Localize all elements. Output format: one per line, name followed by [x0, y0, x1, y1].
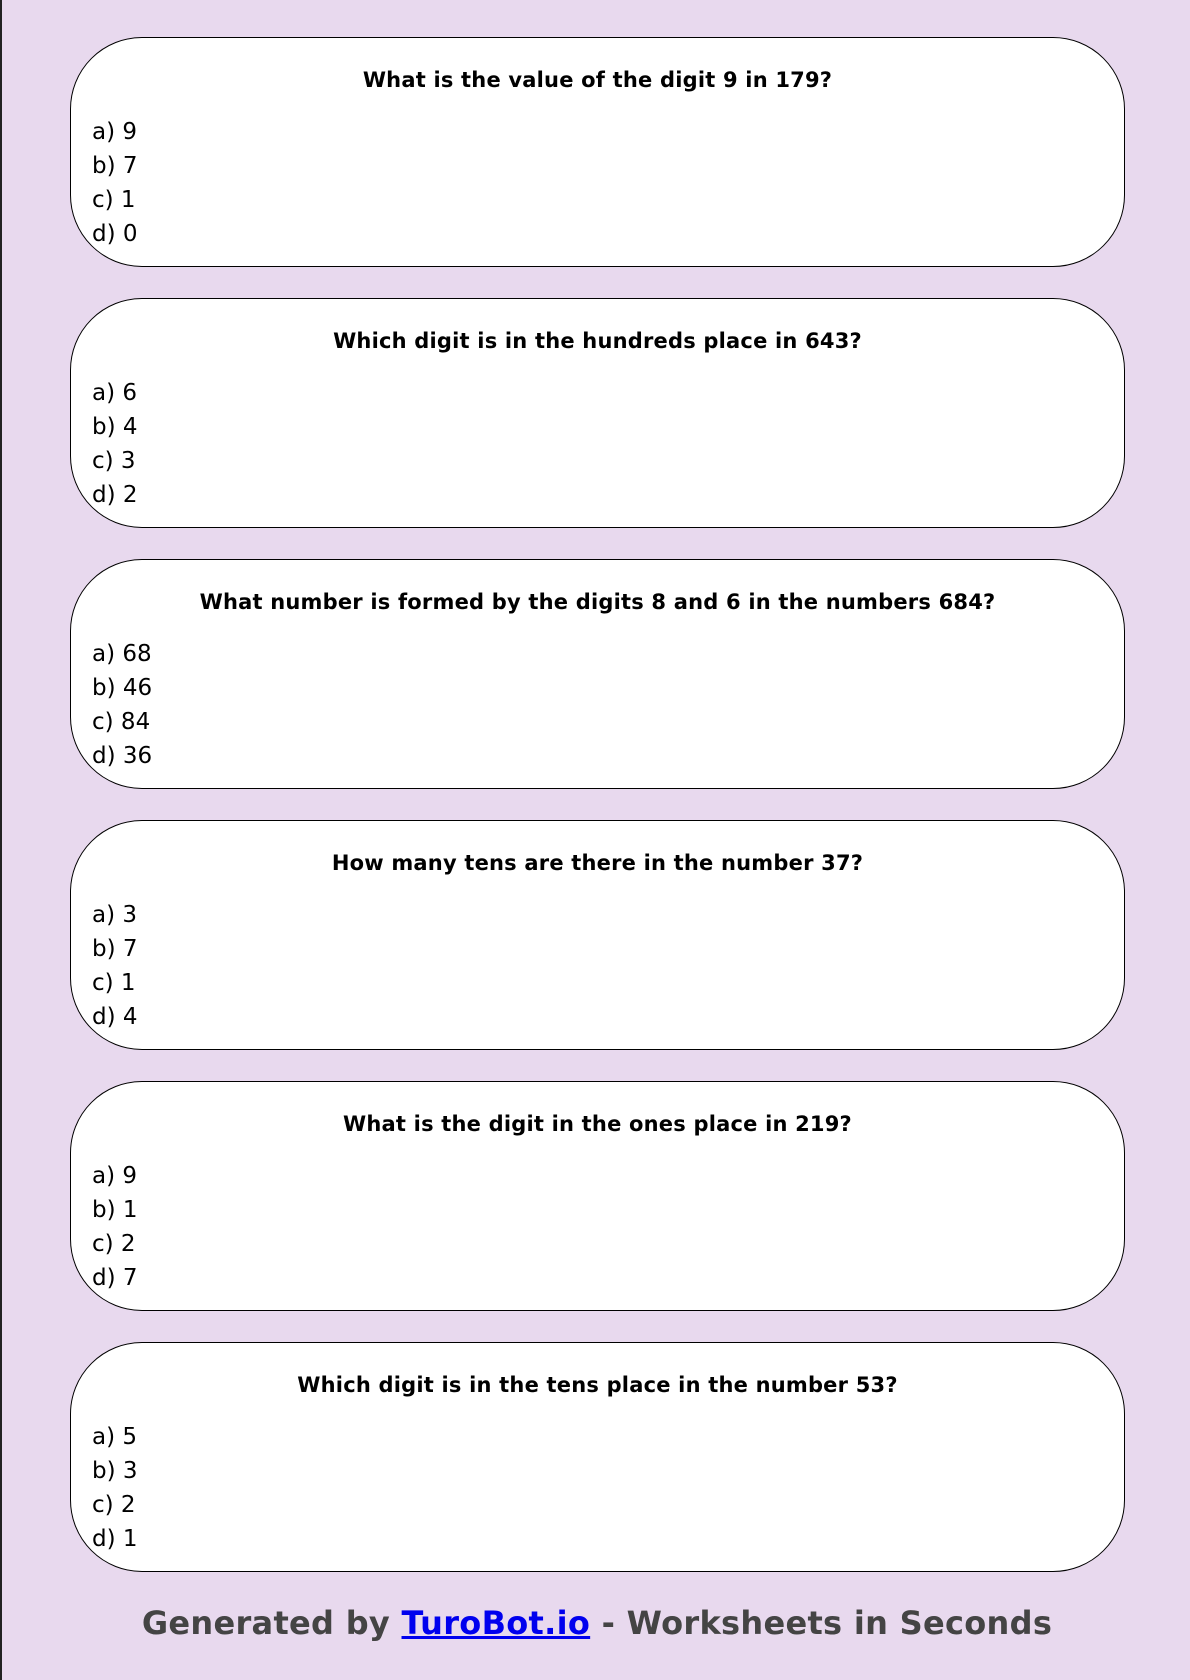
answer-option: a) 68	[92, 641, 152, 667]
answer-option: c) 3	[92, 448, 136, 474]
answer-option: b) 7	[92, 153, 138, 179]
question-title: What is the value of the digit 9 in 179?	[362, 68, 833, 92]
question-card	[70, 1081, 1125, 1311]
question-title: What is the digit in the ones place in 219?	[343, 1112, 852, 1136]
footer-suffix: - Worksheets in Seconds	[590, 1604, 1053, 1642]
answer-option: b) 4	[92, 414, 138, 440]
question-card	[70, 298, 1125, 528]
answer-option: d) 2	[92, 482, 138, 508]
answer-options	[92, 1159, 1124, 1295]
answer-option: a) 9	[92, 119, 138, 145]
footer-credit	[2, 1604, 1190, 1642]
answer-option: b) 7	[92, 936, 138, 962]
answer-option: c) 2	[92, 1231, 136, 1257]
question-card	[70, 559, 1125, 789]
answer-option: a) 9	[92, 1163, 138, 1189]
answer-option: b) 3	[92, 1458, 138, 1484]
answer-option: b) 1	[92, 1197, 138, 1223]
question-title: What number is formed by the digits 8 and 6 in the numbers 684?	[199, 590, 996, 614]
answer-option: d) 1	[92, 1526, 138, 1552]
footer-prefix: Generated by	[141, 1604, 402, 1642]
answer-option: d) 4	[92, 1004, 138, 1030]
answer-option: a) 3	[92, 902, 138, 928]
turobot-link[interactable]: TuroBot.io	[401, 1604, 591, 1642]
answer-option: c) 1	[92, 187, 136, 213]
answer-options	[92, 376, 1124, 512]
answer-options	[92, 115, 1124, 251]
question-card	[70, 1342, 1125, 1572]
answer-option: d) 0	[92, 221, 138, 247]
answer-option: a) 6	[92, 380, 138, 406]
answer-options	[92, 1420, 1124, 1556]
answer-option: d) 7	[92, 1265, 138, 1291]
answer-option: c) 1	[92, 970, 136, 996]
answer-options	[92, 898, 1124, 1034]
question-title: How many tens are there in the number 37?	[331, 851, 864, 875]
answer-option: c) 84	[92, 709, 151, 735]
answer-option: b) 46	[92, 675, 153, 701]
answer-option: a) 5	[92, 1424, 138, 1450]
question-card	[70, 820, 1125, 1050]
answer-options	[92, 637, 1124, 773]
question-card	[70, 37, 1125, 267]
question-title: Which digit is in the hundreds place in 643?	[333, 329, 862, 353]
answer-option: c) 2	[92, 1492, 136, 1518]
question-title: Which digit is in the tens place in the number 53?	[297, 1373, 898, 1397]
question-list	[70, 37, 1125, 1603]
answer-option: d) 36	[92, 743, 153, 769]
